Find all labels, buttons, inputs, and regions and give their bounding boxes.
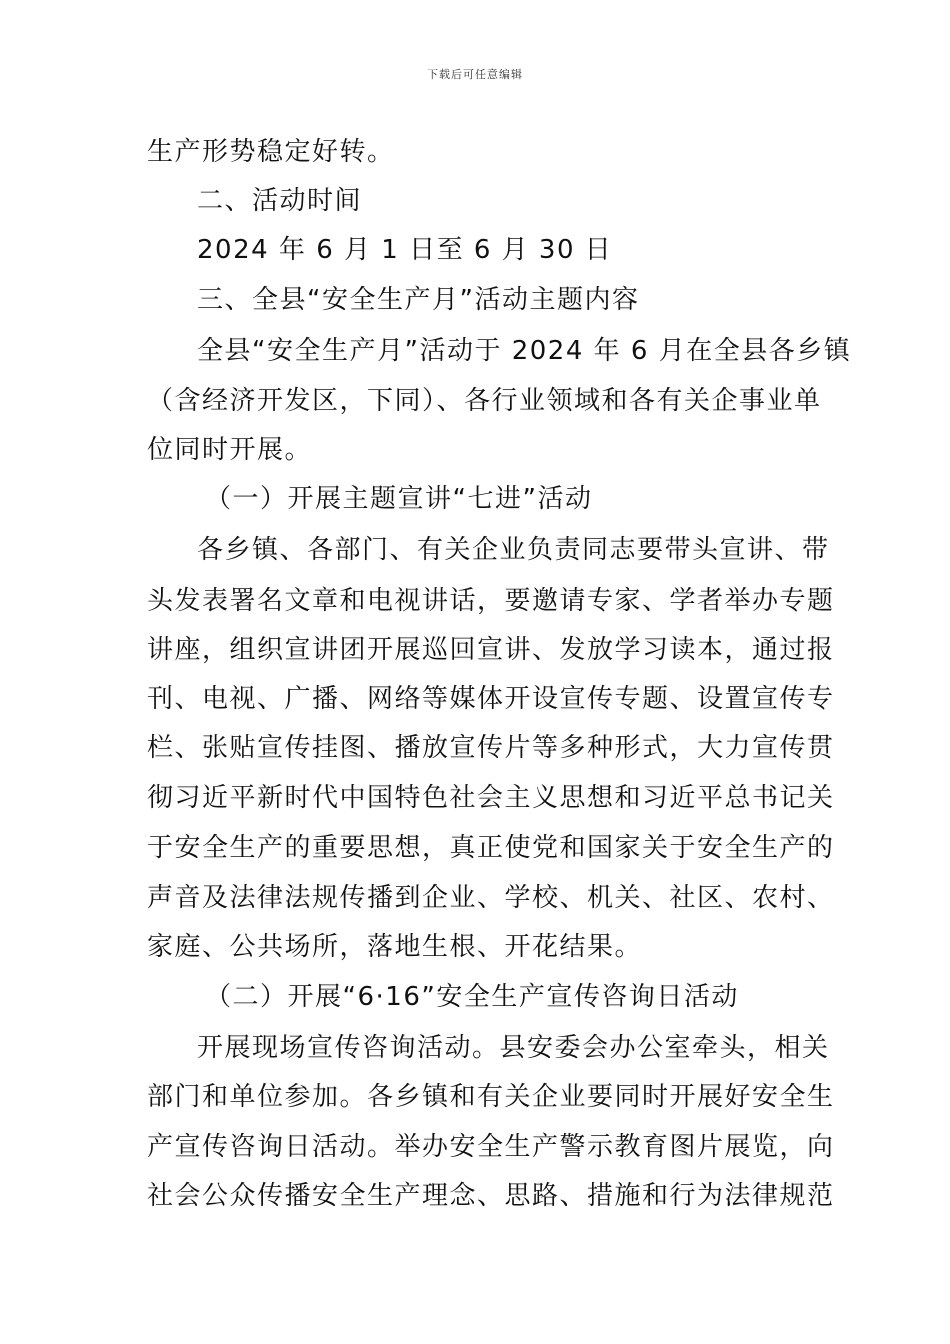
body-line: 全县“安全生产月”活动于 2024 年 6 月在全县各乡镇 [197, 336, 852, 366]
section-heading-time: 二、活动时间 [197, 186, 363, 216]
body-line: 讲座，组织宣讲团开展巡回宣讲、发放学习读本，通过报 [147, 635, 835, 665]
body-line: （含经济开发区，下同）、各行业领域和各有关企事业单 [147, 386, 822, 416]
body-line: 家庭、公共场所，落地生根、开花结果。 [147, 932, 643, 962]
body-line: 社会公众传播安全生产理念、思路、措施和行为法律规范 [147, 1181, 835, 1211]
body-line: 栏、张贴宣传挂图、播放宣传片等多种形式，大力宣传贯 [147, 733, 835, 763]
section-heading-theme: 三、全县“安全生产月”活动主题内容 [197, 285, 640, 315]
body-line: 各乡镇、各部门、有关企业负责同志要带头宣讲、带 [197, 535, 830, 565]
body-line: 位同时开展。 [147, 435, 313, 465]
body-line: 刊、电视、广播、网络等媒体开设宣传专题、设置宣传专 [147, 684, 835, 714]
body-line: 头发表署名文章和电视讲话，要邀请专家、学者举办专题 [147, 586, 835, 616]
body-line: 声音及法律法规传播到企业、学校、机关、社区、农村、 [147, 883, 835, 913]
body-line: 于安全生产的重要思想，真正使党和国家关于安全生产的 [147, 833, 835, 863]
subsection-heading-1: （一）开展主题宣讲“七进”活动 [205, 484, 593, 514]
body-line: 部门和单位参加。各乡镇和有关企业要同时开展好安全生 [147, 1082, 835, 1112]
activity-dates: 2024 年 6 月 1 日至 6 月 30 日 [197, 235, 613, 265]
body-line: 生产形势稳定好转。 [147, 137, 395, 167]
header-note: 下载后可任意编辑 [427, 68, 523, 81]
body-line: 开展现场宣传咨询活动。县安委会办公室牵头，相关 [197, 1033, 830, 1063]
body-line: 彻习近平新时代中国特色社会主义思想和习近平总书记关 [147, 783, 835, 813]
subsection-heading-2: （二）开展“6·16”安全生产宣传咨询日活动 [205, 982, 739, 1012]
body-line: 产宣传咨询日活动。举办安全生产警示教育图片展览，向 [147, 1132, 835, 1162]
